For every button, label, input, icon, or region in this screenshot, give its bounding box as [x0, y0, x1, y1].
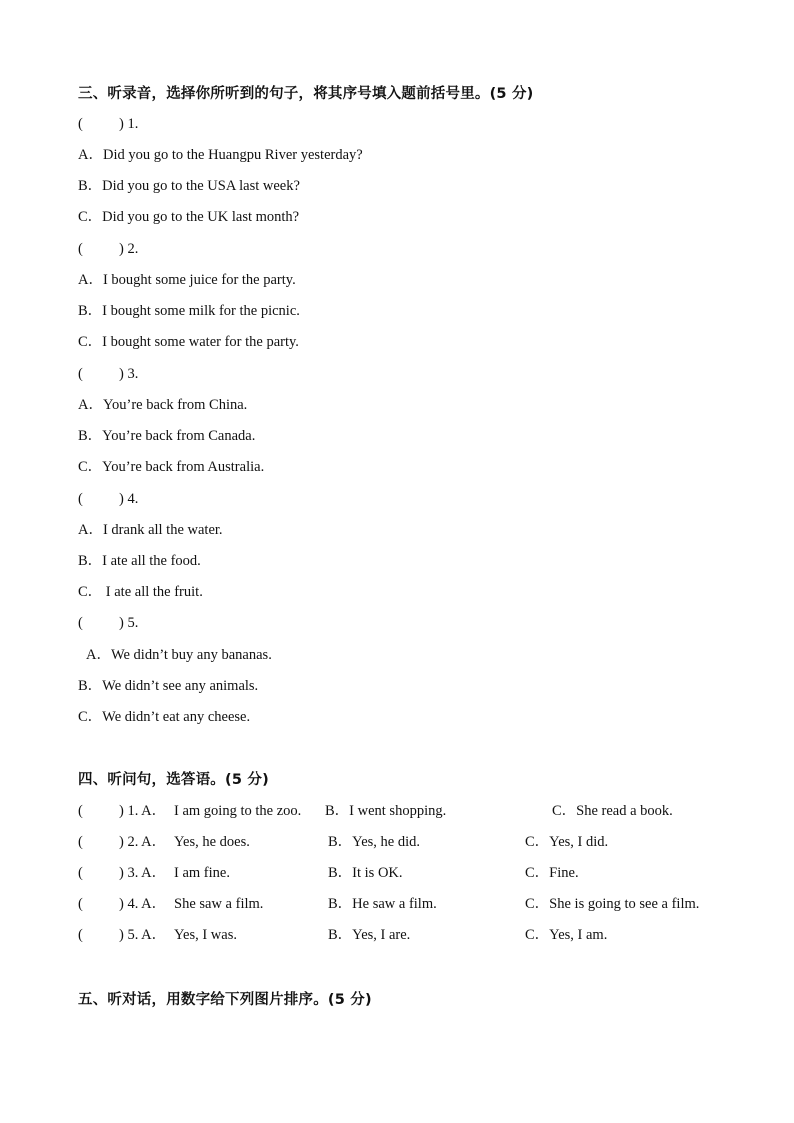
q5-option-a: A．We didn’t buy any bananas. — [86, 647, 272, 663]
s4-row2-number: ) 2. A． — [119, 834, 167, 850]
s4-row1-paren: ( — [78, 803, 83, 819]
q3-option-b: B．You’re back from Canada. — [78, 428, 256, 444]
q3-option-a: A．You’re back from China. — [78, 397, 248, 413]
section3-heading: 三、听录音，选择你所听到的句子，将其序号填入题前括号里。(5 分) — [78, 86, 534, 102]
q3-number: ) 3. — [119, 366, 139, 382]
s4-row1-option-a: I am going to the zoo. — [174, 803, 302, 819]
q4-option-a: A．I drank all the water. — [78, 522, 223, 538]
q3-open-paren: ( — [78, 366, 83, 382]
section5-heading: 五、听对话，用数字给下列图片排序。(5 分) — [78, 992, 372, 1008]
s4-row4-option-a: She saw a film. — [174, 896, 264, 912]
q5-option-b: B．We didn’t see any animals. — [78, 678, 259, 694]
s4-row5-option-c: C．Yes, I am. — [525, 927, 608, 943]
q1-option-a: A．Did you go to the Huangpu River yesterday? — [78, 147, 363, 163]
s4-row1-option-c: C．She read a book. — [552, 803, 673, 819]
s4-row3-option-a: I am fine. — [174, 865, 230, 881]
s4-row4-number: ) 4. A． — [119, 896, 167, 912]
q1-option-b: B．Did you go to the USA last week? — [78, 178, 300, 194]
s4-row1-option-b: B．I went shopping. — [325, 803, 447, 819]
s4-row2-option-a: Yes, he does. — [174, 834, 250, 850]
q5-option-c: C．We didn’t eat any cheese. — [78, 709, 251, 725]
s4-row4-paren: ( — [78, 896, 83, 912]
q2-number: ) 2. — [119, 241, 139, 257]
q1-open-paren: ( — [78, 116, 83, 132]
q2-option-b: B．I bought some milk for the picnic. — [78, 303, 300, 319]
s4-row2-option-c: C．Yes, I did. — [525, 834, 609, 850]
s4-row5-option-a: Yes, I was. — [174, 927, 237, 943]
q2-option-a: A．I bought some juice for the party. — [78, 272, 296, 288]
q1-number: ) 1. — [119, 116, 139, 132]
s4-row3-option-b: B．It is OK. — [328, 865, 403, 881]
s4-row5-paren: ( — [78, 927, 83, 943]
s4-row2-option-b: B．Yes, he did. — [328, 834, 420, 850]
s4-row5-number: ) 5. A． — [119, 927, 167, 943]
s4-row2-paren: ( — [78, 834, 83, 850]
q3-option-c: C．You’re back from Australia. — [78, 459, 265, 475]
q4-option-c: C． I ate all the fruit. — [78, 584, 203, 600]
q2-option-c: C．I bought some water for the party. — [78, 334, 299, 350]
s4-row1-number: ) 1. A． — [119, 803, 167, 819]
q1-option-c: C．Did you go to the UK last month? — [78, 209, 300, 225]
q4-number: ) 4. — [119, 491, 139, 507]
s4-row5-option-b: B．Yes, I are. — [328, 927, 411, 943]
q4-open-paren: ( — [78, 491, 83, 507]
s4-row4-option-c: C．She is going to see a film. — [525, 896, 700, 912]
s4-row3-paren: ( — [78, 865, 83, 881]
s4-row3-option-c: C．Fine. — [525, 865, 579, 881]
s4-row3-number: ) 3. A． — [119, 865, 167, 881]
q2-open-paren: ( — [78, 241, 83, 257]
q5-number: ) 5. — [119, 615, 139, 631]
s4-row4-option-b: B．He saw a film. — [328, 896, 437, 912]
q4-option-b: B．I ate all the food. — [78, 553, 201, 569]
section4-heading: 四、听问句，选答语。(5 分) — [78, 772, 269, 788]
q5-open-paren: ( — [78, 615, 83, 631]
